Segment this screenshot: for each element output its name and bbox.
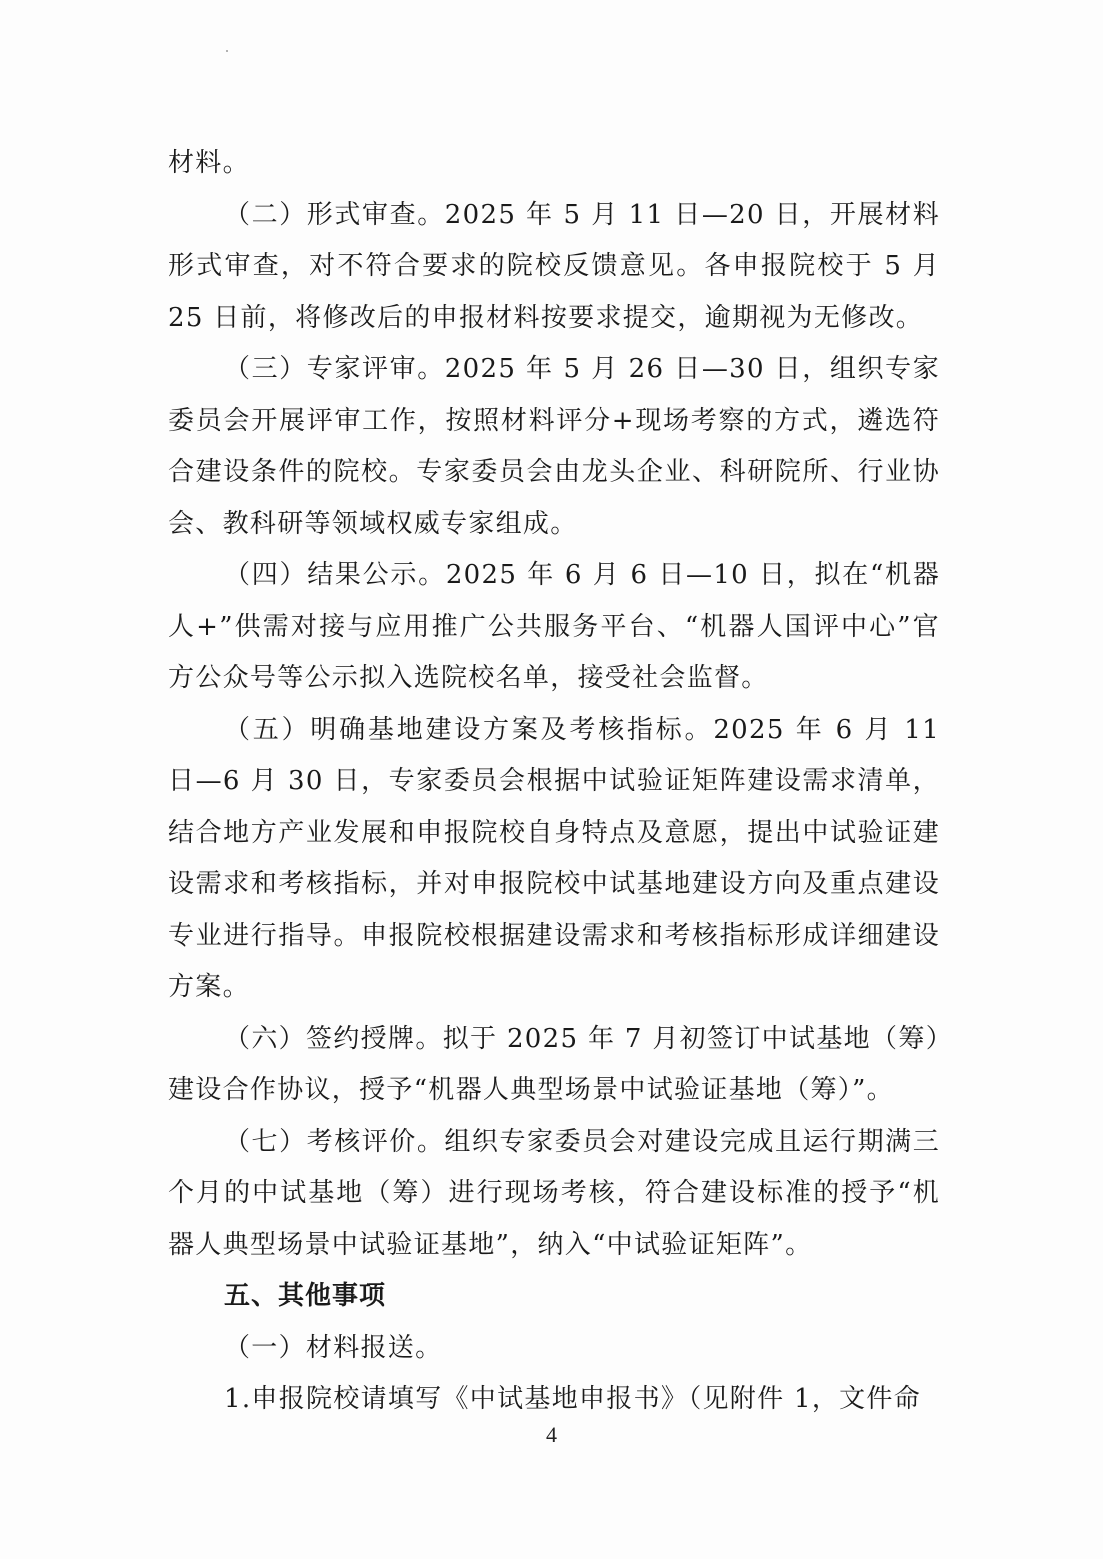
paragraph-materials-end: 材料。 [168,148,250,178]
paragraph-construction-plan: （五）明确基地建设方案及考核指标。2025 年 6 月 11 日—6 月 30 日，专家委员会根据中试验证矩阵建设需求清单，结合地方产业发展和申报院校自身特点及意愿，提出中试验证建设需求和考核指标，并对申报院校中试基地建设方向及重点建设专业进行指导。申报院校根据建设需求和考核指标形成详细建设方案。 [168,714,940,1002]
section-heading-other-matters: 五、其他事项 [224,1281,387,1311]
scan-speck [226,50,228,52]
document-body [168,138,940,1426]
page-number: 4 [546,1422,557,1447]
paragraph-expert-review: （三）专家评审。2025 年 5 月 26 日—30 日，组织专家委员会开展评审工作，按照材料评分+现场考察的方式，遴选符合建设条件的院校。专家委员会由龙头企业、科研院所、行业协会、教科研等领域权威专家组成。 [168,354,940,539]
paragraph-evaluation: （七）考核评价。组织专家委员会对建设完成且运行期满三个月的中试基地（筹）进行现场考核，符合建设标准的授予“机器人典型场景中试验证基地”，纳入“中试验证矩阵”。 [168,1126,940,1260]
paragraph-fill-application: 1.申报院校请填写《中试基地申报书》（见附件 1，文件命 [224,1384,922,1414]
paragraph-signing: （六）签约授牌。拟于 2025 年 7 月初签订中试基地（筹）建设合作协议，授予“机器人典型场景中试验证基地（筹）”。 [168,1023,940,1105]
paragraph-material-submission: （一）材料报送。 [224,1332,443,1363]
paragraph-formal-review: （二）形式审查。2025 年 5 月 11 日—20 日，开展材料形式审查，对不符合要求的院校反馈意见。各申报院校于 5 月 25 日前，将修改后的申报材料按要求提交，逾期视为无修改。 [168,199,940,333]
paragraph-result-publicity: （四）结果公示。2025 年 6 月 6 日—10 日，拟在“机器人+”供需对接与应用推广公共服务平台、“机器人国评中心”官方公众号等公示拟入选院校名单，接受社会监督。 [168,560,940,693]
